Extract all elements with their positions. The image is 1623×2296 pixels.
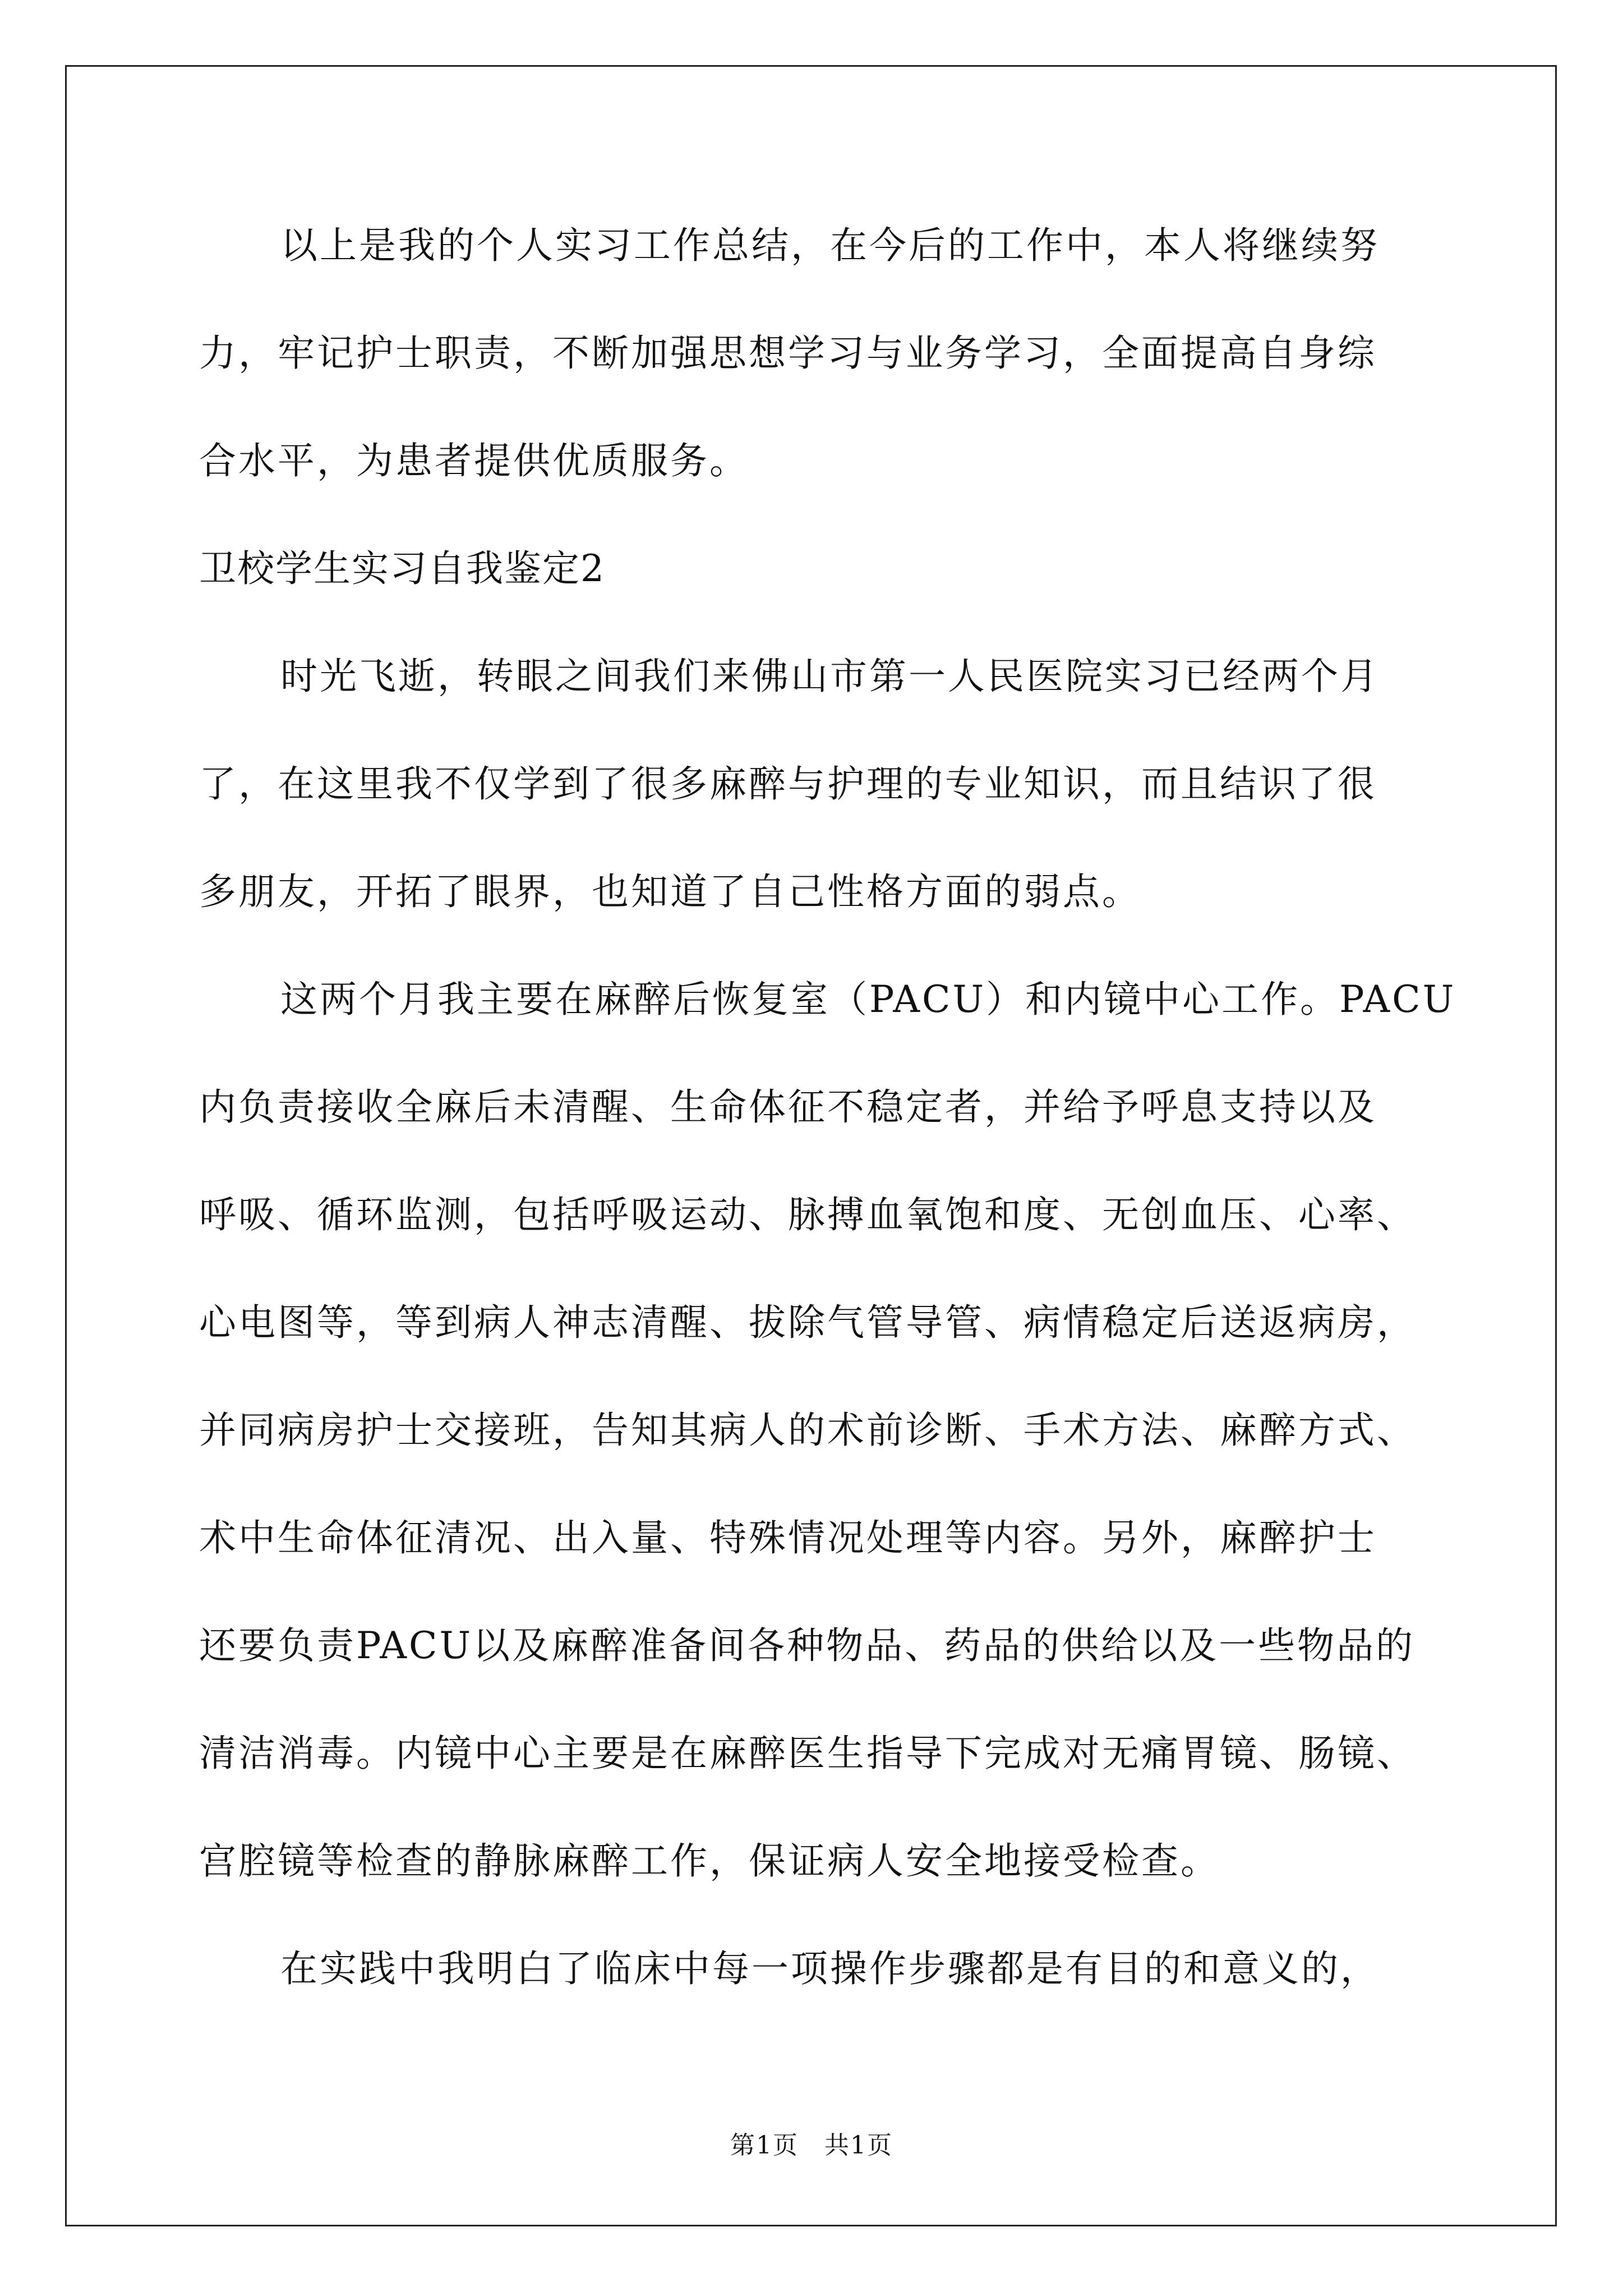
paragraph-3-line-1: 这两个月我主要在麻醉后恢复室（PACU）和内镜中心工作。PACU: [280, 978, 1456, 1021]
paragraph-3-line-3: 呼吸、循环监测，包括呼吸运动、脉搏血氧饱和度、无创血压、心率、: [199, 1193, 1416, 1236]
paragraph-2-line-1: 时光飞逝，转眼之间我们来佛山市第一人民医院实习已经两个月: [280, 655, 1380, 698]
document-body: [199, 219, 1461, 1996]
paragraph-3-line-8: 清洁消毒。内镜中心主要是在麻醉医生指导下完成对无痛胃镜、肠镜、: [199, 1732, 1416, 1775]
paragraph-3-line-6: 术中生命体征清况、出入量、特殊情况处理等内容。另外，麻醉护士: [199, 1516, 1377, 1559]
paragraph-3-line-4: 心电图等，等到病人神志清醒、拔除气管导管、病情稳定后送返病房，: [199, 1301, 1416, 1344]
paragraph-1-line-3: 合水平，为患者提供优质服务。: [199, 439, 749, 482]
paragraph-3-line-7: 还要负责PACU以及麻醉准备间各种物品、药品的供给以及一些物品的: [199, 1624, 1415, 1667]
paragraph-1-line-2: 力，牢记护士职责，不断加强思想学习与业务学习，全面提高自身综: [199, 332, 1377, 375]
paragraph-3-line-5: 并同病房护士交接班，告知其病人的术前诊断、手术方法、麻醉方式、: [199, 1409, 1416, 1452]
paragraph-3-line-2: 内负责接收全麻后未清醒、生命体征不稳定者，并给予呼息支持以及: [199, 1085, 1377, 1129]
section-heading: 卫校学生实习自我鉴定2: [199, 547, 605, 590]
paragraph-2-line-2: 了，在这里我不仅学到了很多麻醉与护理的专业知识，而且结识了很: [199, 762, 1377, 806]
paragraph-2-line-3: 多朋友，开拓了眼界，也知道了自己性格方面的弱点。: [199, 870, 1141, 913]
paragraph-4-line-1: 在实践中我明白了临床中每一项操作步骤都是有目的和意义的，: [280, 1947, 1380, 1990]
paragraph-1-line-1: 以上是我的个人实习工作总结，在今后的工作中，本人将继续努: [280, 224, 1380, 267]
paragraph-3-line-9: 宫腔镜等检查的静脉麻醉工作，保证病人安全地接受检查。: [199, 1839, 1220, 1883]
page-footer: 第1页 共1页: [730, 2131, 893, 2160]
